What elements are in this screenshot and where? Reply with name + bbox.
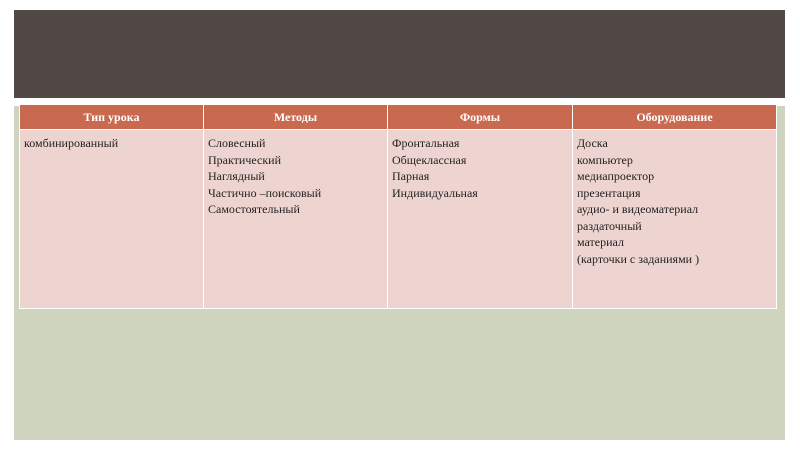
form-item: Общеклассная — [392, 152, 467, 167]
equipment-item: (карточки с заданиями ) — [577, 251, 700, 266]
table-row — [20, 130, 777, 309]
cell-methods — [204, 130, 388, 309]
lesson-type-text: комбинированный — [24, 136, 119, 150]
equipment-item: материал — [577, 235, 624, 249]
header-lesson-type: Тип урока — [20, 105, 204, 130]
cell-equipment — [573, 130, 777, 309]
method-item: Наглядный — [208, 169, 265, 183]
method-item: Практический — [208, 152, 281, 167]
header-equipment: Оборудование — [573, 105, 777, 130]
cell-forms — [388, 130, 573, 309]
equipment-item: компьютер — [577, 152, 633, 167]
form-item: Фронтальная — [392, 136, 460, 150]
cell-lesson-type — [20, 130, 204, 309]
method-item: Самостоятельный — [208, 202, 300, 216]
equipment-item: медиапроектор — [577, 169, 655, 183]
equipment-item: раздаточный — [577, 218, 642, 233]
method-item: Частично –поисковый — [208, 185, 322, 200]
table-header-row — [20, 105, 777, 130]
form-item: Индивидуальная — [392, 185, 478, 200]
equipment-item: аудио- и видеоматериал — [577, 202, 699, 216]
lesson-table — [19, 104, 777, 309]
form-item: Парная — [392, 169, 430, 183]
method-item: Словесный — [208, 136, 266, 150]
slide-header-band — [14, 10, 785, 98]
header-forms: Формы — [388, 105, 573, 130]
equipment-item: презентация — [577, 185, 641, 200]
equipment-item: Доска — [577, 136, 608, 150]
header-methods: Методы — [204, 105, 388, 130]
